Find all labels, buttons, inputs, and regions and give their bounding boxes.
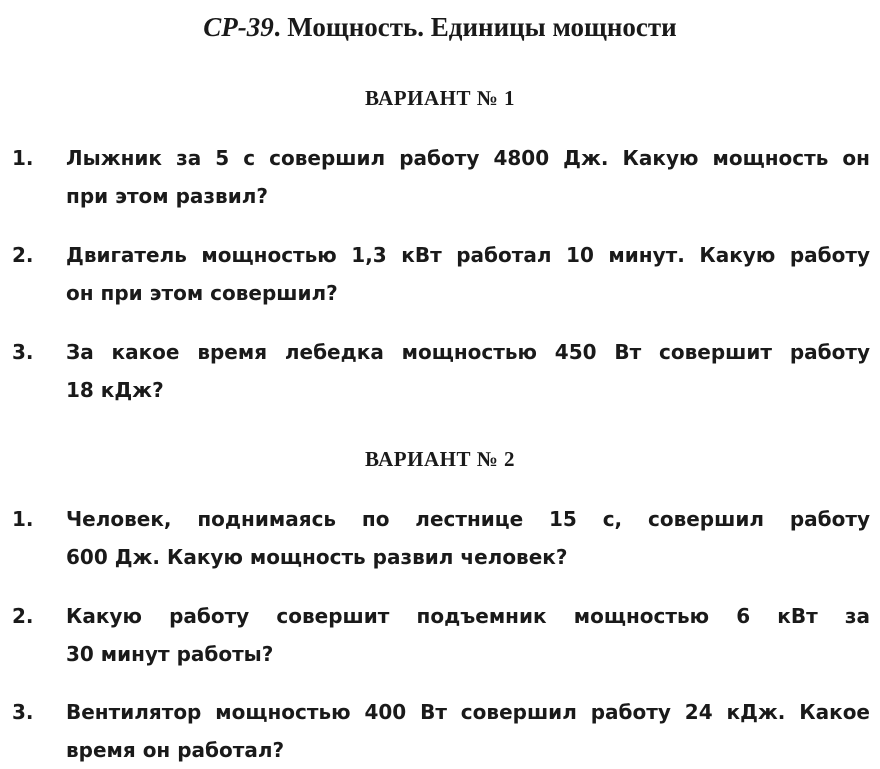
task-line-2: при этом развил? — [66, 184, 268, 208]
task-line-2: он при этом совершил? — [66, 281, 338, 305]
variant-2-heading: ВАРИАНТ № 2 — [364, 447, 516, 471]
task-number: 3. — [12, 700, 34, 724]
task-text — [66, 139, 870, 215]
task-text — [66, 500, 870, 576]
title-text: . Мощность. Единицы мощности — [273, 12, 677, 42]
task-text — [66, 236, 870, 312]
task-line-1: Вентилятор мощностью 400 Вт совершил работу 24 кДж. Какое — [66, 700, 870, 724]
task-number: 2. — [12, 243, 34, 267]
task-line-1: За какое время лебедка мощностью 450 Вт совершит работу — [66, 340, 870, 364]
task-line-1: Какую работу совершит подъемник мощностью 6 кВт за — [66, 604, 870, 628]
task-number: 1. — [12, 507, 34, 531]
page-title — [0, 10, 880, 44]
task-number: 3. — [12, 340, 34, 364]
task-line-1: Двигатель мощностью 1,3 кВт работал 10 минут. Какую работу — [66, 243, 870, 267]
task-line-1: Лыжник за 5 с совершил работу 4800 Дж. Какую мощность он — [66, 146, 870, 170]
task-text — [66, 333, 870, 409]
task-text — [66, 597, 870, 673]
task-line-1: Человек, поднимаясь по лестнице 15 с, совершил работу — [66, 507, 870, 531]
task-line-2: время он работал? — [66, 738, 285, 762]
task-line-2: 30 минут работы? — [66, 642, 274, 666]
title-code: СР-39 — [203, 12, 274, 42]
task-line-2: 600 Дж. Какую мощность развил человек? — [66, 545, 568, 569]
task-number: 2. — [12, 604, 34, 628]
task-number: 1. — [12, 146, 34, 170]
task-text — [66, 693, 870, 769]
task-line-2: 18 кДж? — [66, 378, 164, 402]
variant-1-heading: ВАРИАНТ № 1 — [364, 86, 516, 110]
